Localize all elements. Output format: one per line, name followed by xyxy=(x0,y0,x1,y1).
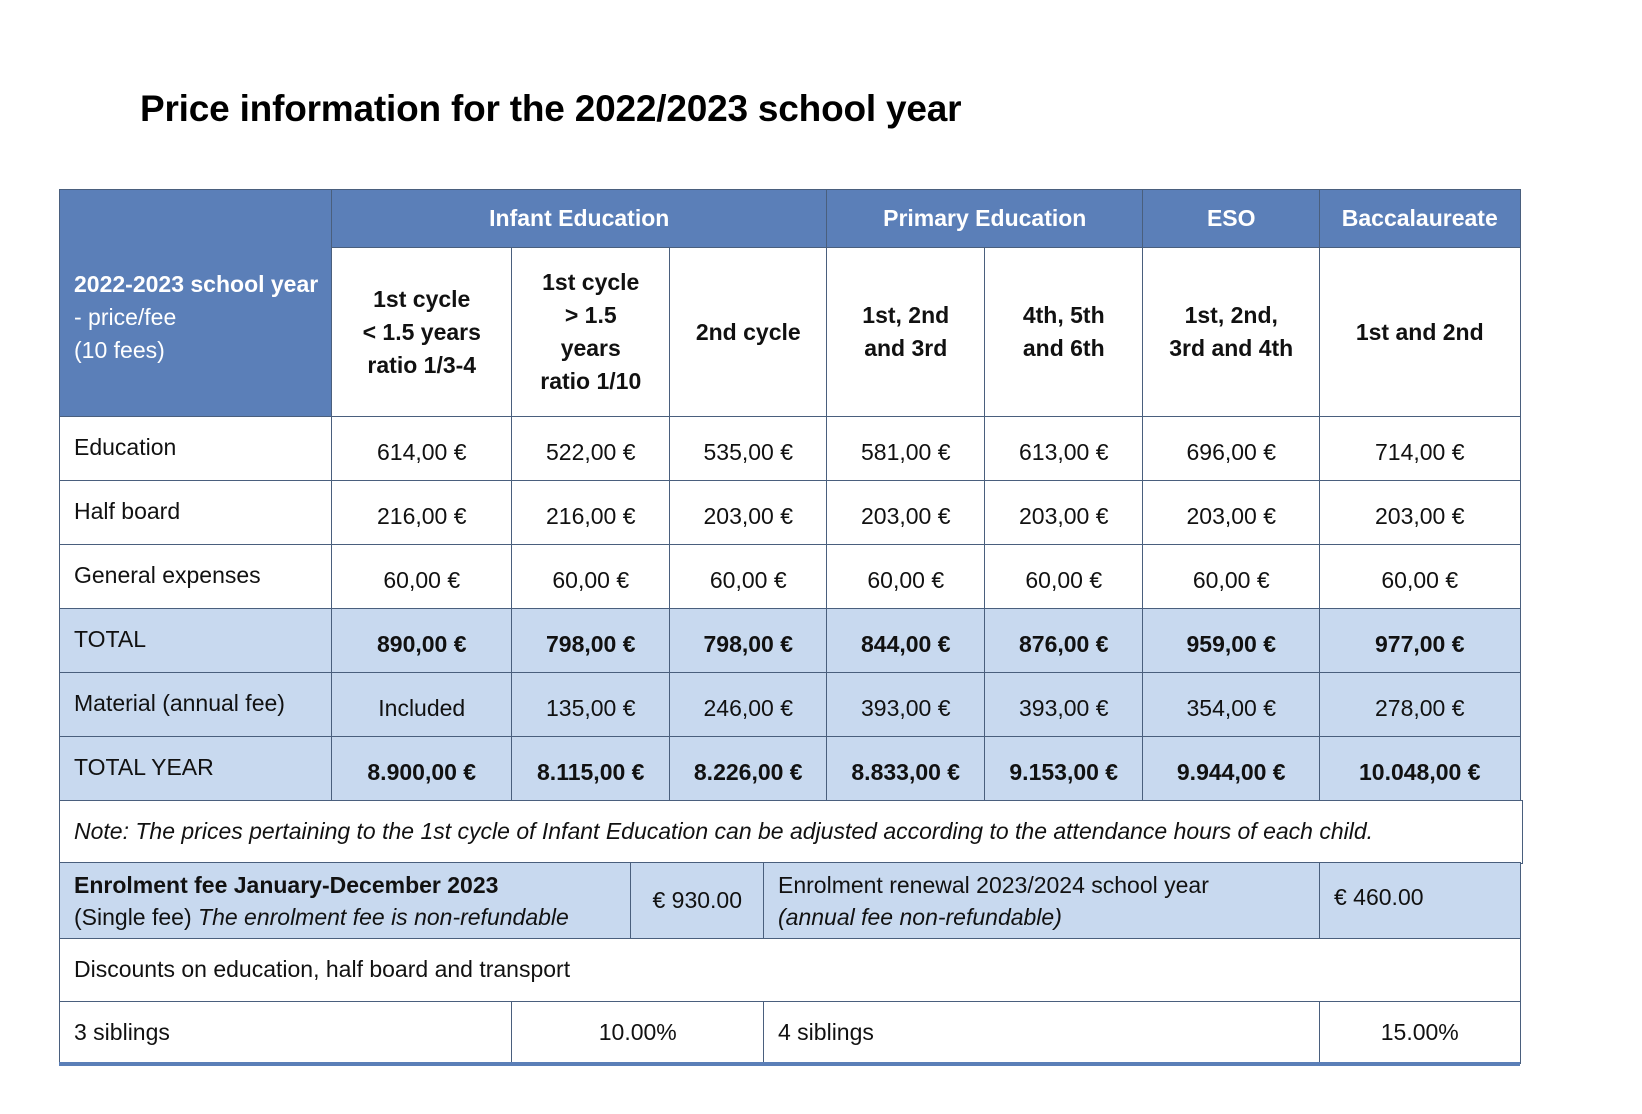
price-value: 60,00 € xyxy=(1381,567,1459,594)
enrolment-fee-title: Enrolment fee January-December 2023 xyxy=(74,871,499,898)
price-cell xyxy=(331,416,513,482)
price-cell xyxy=(1142,672,1321,738)
discount-value: 15.00% xyxy=(1380,1018,1459,1045)
enrolment-renewal-amount-cell xyxy=(1319,862,1521,940)
price-value: 393,00 € xyxy=(1018,695,1109,722)
enrolment-fee-cell xyxy=(59,862,632,940)
price-cell xyxy=(331,608,513,674)
price-value: 8.833,00 € xyxy=(851,759,961,786)
column-header-label: 1st cycle < 1.5 years ratio 1/3-4 xyxy=(362,285,481,378)
price-cell xyxy=(984,608,1144,674)
group-header-label: Baccalaureate xyxy=(1341,205,1498,232)
price-cell xyxy=(1319,544,1521,610)
group-header-eso xyxy=(1142,189,1321,249)
header-corner-cell xyxy=(59,189,333,418)
price-cell xyxy=(669,736,828,802)
group-header-baccalaureate xyxy=(1319,189,1521,249)
price-value: 696,00 € xyxy=(1186,439,1277,466)
discount-label-cell xyxy=(59,1001,513,1064)
price-cell xyxy=(826,672,986,738)
price-cell xyxy=(826,544,986,610)
row-label-cell xyxy=(59,544,333,610)
price-cell xyxy=(1142,608,1321,674)
price-value: 203,00 € xyxy=(1186,503,1277,530)
price-value: 8.226,00 € xyxy=(693,759,803,786)
price-value: 60,00 € xyxy=(383,567,461,594)
price-value: 203,00 € xyxy=(1374,503,1465,530)
price-cell xyxy=(1142,480,1321,546)
price-value: 393,00 € xyxy=(860,695,951,722)
row-label-cell xyxy=(59,608,333,674)
enrolment-fee-refund-note: The enrolment fee is non-refundable xyxy=(198,903,569,930)
price-value: 959,00 € xyxy=(1186,631,1277,658)
corner-title: 2022-2023 school year xyxy=(74,270,319,297)
price-value: 278,00 € xyxy=(1374,695,1465,722)
price-value: 876,00 € xyxy=(1018,631,1109,658)
discount-label: 4 siblings xyxy=(778,1018,874,1045)
price-value: 10.048,00 € xyxy=(1358,759,1481,786)
price-cell xyxy=(331,736,513,802)
price-value: 60,00 € xyxy=(1025,567,1103,594)
note-row xyxy=(59,800,1523,864)
price-cell xyxy=(511,416,671,482)
price-cell xyxy=(1142,736,1321,802)
page-title: Price information for the 2022/2023 school year xyxy=(140,88,962,129)
price-cell xyxy=(1319,672,1521,738)
price-value: 216,00 € xyxy=(545,503,636,530)
price-value: 203,00 € xyxy=(1018,503,1109,530)
price-value: 798,00 € xyxy=(545,631,636,658)
price-value: 135,00 € xyxy=(545,695,636,722)
price-value: 8.115,00 € xyxy=(537,759,645,786)
row-label: Material (annual fee) xyxy=(74,690,285,716)
price-cell xyxy=(984,544,1144,610)
price-cell xyxy=(826,416,986,482)
price-value: 614,00 € xyxy=(376,439,467,466)
price-cell xyxy=(984,480,1144,546)
enrolment-fee-amount-cell xyxy=(630,862,765,940)
price-cell xyxy=(511,672,671,738)
price-value: 977,00 € xyxy=(1374,631,1465,658)
price-cell xyxy=(511,736,671,802)
price-value: 890,00 € xyxy=(376,631,467,658)
group-header-infant-education xyxy=(331,189,828,249)
discounts-heading: Discounts on education, half board and transport xyxy=(74,956,571,982)
price-cell xyxy=(1319,736,1521,802)
column-header xyxy=(1142,247,1321,418)
column-header-label: 1st, 2nd, 3rd and 4th xyxy=(1169,302,1294,362)
row-label-cell xyxy=(59,736,333,802)
column-header xyxy=(984,247,1144,418)
price-value: 581,00 € xyxy=(860,439,951,466)
column-header-label: 1st, 2nd and 3rd xyxy=(862,302,950,362)
price-cell xyxy=(331,480,513,546)
price-value: 613,00 € xyxy=(1018,439,1109,466)
column-header-label: 2nd cycle xyxy=(695,318,801,345)
price-cell xyxy=(1142,416,1321,482)
column-header-label: 4th, 5th and 6th xyxy=(1022,302,1105,362)
price-value: 535,00 € xyxy=(703,439,794,466)
price-value: 9.944,00 € xyxy=(1176,759,1286,786)
price-cell xyxy=(1319,608,1521,674)
price-cell xyxy=(826,480,986,546)
price-cell xyxy=(984,416,1144,482)
price-cell xyxy=(669,416,828,482)
price-value: 216,00 € xyxy=(376,503,467,530)
column-header xyxy=(511,247,671,418)
price-cell xyxy=(1142,544,1321,610)
note-text: Note: The prices pertaining to the 1st cycle of Infant Education can be adjusted according to the attendance hours of each child. xyxy=(74,818,1374,845)
column-header-label: 1st cycle > 1.5 years ratio 1/10 xyxy=(540,269,642,395)
discount-label: 3 siblings xyxy=(74,1018,170,1045)
discounts-heading-cell xyxy=(59,938,1521,1003)
discount-label-cell xyxy=(763,1001,1321,1064)
price-cell xyxy=(826,736,986,802)
group-header-primary-education xyxy=(826,189,1144,249)
corner-fee-count: (10 fees) xyxy=(74,336,165,363)
enrolment-fee-text xyxy=(74,869,569,933)
column-header xyxy=(331,247,513,418)
price-cell xyxy=(669,480,828,546)
price-cell xyxy=(511,608,671,674)
price-cell xyxy=(984,672,1144,738)
enrolment-fee-note: (Single fee) xyxy=(74,903,199,930)
enrolment-renewal-note: (annual fee non-refundable) xyxy=(778,903,1062,930)
discount-value-cell xyxy=(1319,1001,1521,1064)
row-label-cell xyxy=(59,480,333,546)
enrolment-renewal-amount: € 460.00 xyxy=(1334,884,1424,910)
enrolment-renewal-cell xyxy=(763,862,1321,940)
discount-value-cell xyxy=(511,1001,765,1064)
row-label: TOTAL xyxy=(74,626,146,652)
column-header xyxy=(1319,247,1521,418)
price-value: 60,00 € xyxy=(1192,567,1270,594)
price-cell xyxy=(511,480,671,546)
column-header-label: 1st and 2nd xyxy=(1355,318,1484,345)
row-label: TOTAL YEAR xyxy=(74,754,214,780)
price-value: 60,00 € xyxy=(867,567,945,594)
price-cell xyxy=(511,544,671,610)
row-label: General expenses xyxy=(74,562,261,588)
price-value: 714,00 € xyxy=(1374,439,1465,466)
row-label: Half board xyxy=(74,498,181,524)
enrolment-fee-amount: € 930.00 xyxy=(652,887,743,914)
price-value: 203,00 € xyxy=(703,503,794,530)
row-label-cell xyxy=(59,416,333,482)
price-value: 60,00 € xyxy=(552,567,630,594)
enrolment-renewal-text xyxy=(778,869,1209,933)
price-cell xyxy=(984,736,1144,802)
price-cell xyxy=(1319,416,1521,482)
discount-value: 10.00% xyxy=(598,1018,677,1045)
column-header xyxy=(826,247,986,418)
next-row-edge xyxy=(59,1062,1520,1066)
price-value: Included xyxy=(378,695,466,722)
price-value: 246,00 € xyxy=(703,695,794,722)
column-header xyxy=(669,247,828,418)
group-header-label: Primary Education xyxy=(883,205,1087,232)
price-value: 203,00 € xyxy=(860,503,951,530)
price-cell xyxy=(331,672,513,738)
price-cell xyxy=(1319,480,1521,546)
price-cell xyxy=(669,672,828,738)
price-value: 844,00 € xyxy=(860,631,951,658)
row-label: Education xyxy=(74,434,177,460)
enrolment-renewal-title: Enrolment renewal 2023/2024 school year xyxy=(778,871,1209,898)
price-value: 354,00 € xyxy=(1186,695,1277,722)
price-value: 8.900,00 € xyxy=(367,759,477,786)
price-value: 9.153,00 € xyxy=(1009,759,1119,786)
price-cell xyxy=(669,608,828,674)
price-cell xyxy=(826,608,986,674)
price-value: 522,00 € xyxy=(545,439,636,466)
price-cell xyxy=(669,544,828,610)
group-header-label: ESO xyxy=(1206,205,1256,232)
corner-subtitle: - price/fee xyxy=(74,303,177,330)
price-value: 798,00 € xyxy=(703,631,794,658)
price-value: 60,00 € xyxy=(709,567,787,594)
row-label-cell xyxy=(59,672,333,738)
corner-text xyxy=(74,240,332,367)
price-cell xyxy=(331,544,513,610)
group-header-label: Infant Education xyxy=(489,205,670,232)
